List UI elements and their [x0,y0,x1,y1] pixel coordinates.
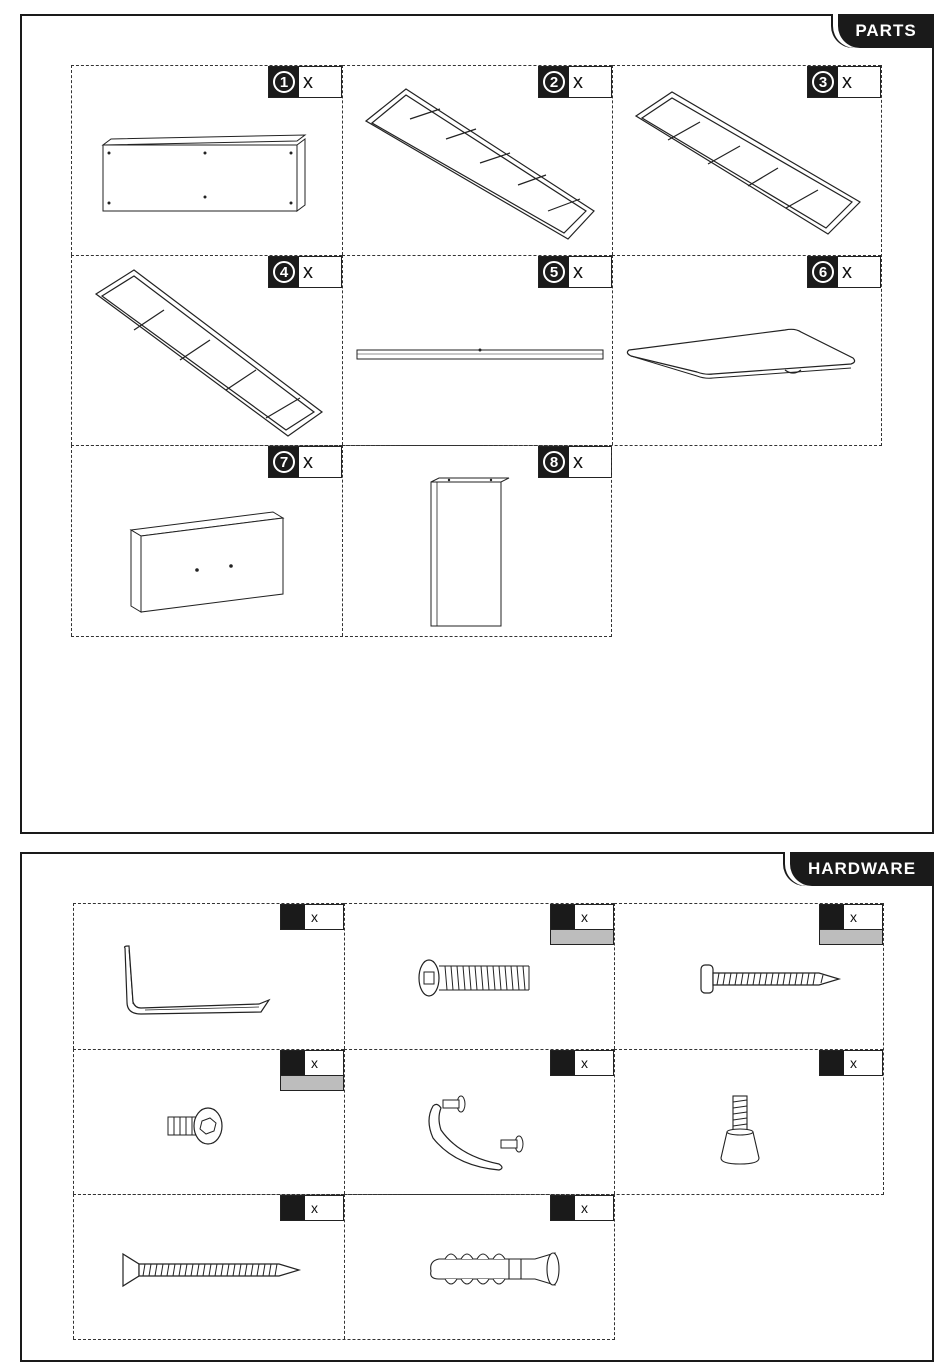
upright-panel-icon [423,476,513,631]
part-qty-box [538,256,612,288]
qty-gray-bar [551,929,613,944]
hardware-cell-6 [614,1049,883,1194]
part-number: 4 [273,261,295,283]
qty-prefix: x [850,909,857,925]
hardware-section [20,852,934,1362]
qty-prefix: x [581,1055,588,1071]
part-cell-1 [71,65,342,255]
long-countersunk-screw-icon [119,1250,304,1290]
hardware-cell-3 [614,903,883,1049]
part-number: 3 [812,71,834,93]
part-qty-box [268,446,342,478]
hardware-qty-box [280,1195,344,1221]
allen-key-icon [119,942,279,1017]
hardware-qty-box [280,904,344,930]
long-frame-icon [358,81,603,246]
part-cell-3 [612,65,881,255]
part-number: 5 [543,261,565,283]
rail-bar-icon [355,346,605,366]
part-qty-box [538,446,612,478]
part-cell-4 [71,255,342,445]
hardware-cell-5 [344,1049,614,1194]
part-cell-7 [71,445,342,636]
part-number: 7 [273,451,295,473]
part-cell-8 [342,445,612,636]
part-qty-box [268,66,342,98]
leveling-foot-icon [715,1092,765,1167]
qty-prefix: x [573,260,583,283]
hardware-qty-box [819,904,883,945]
hardware-qty-box [819,1050,883,1076]
qty-prefix: x [311,1055,318,1071]
hardware-qty-box [550,1195,614,1221]
part-number: 1 [273,71,295,93]
qty-prefix: x [842,260,852,283]
hardware-cell-7 [73,1194,344,1339]
part-number: 6 [812,261,834,283]
hardware-cell-1 [73,903,344,1049]
glass-shelf-icon [625,324,865,379]
part-number: 2 [543,71,565,93]
qty-gray-bar [820,929,882,944]
qty-prefix: x [311,909,318,925]
short-hex-bolt-icon [164,1105,229,1150]
qty-prefix: x [581,1200,588,1216]
qty-prefix: x [303,260,313,283]
qty-gray-bar [281,1075,343,1090]
hardware-cell-2 [344,903,614,1049]
hardware-cell-4 [73,1049,344,1194]
qty-prefix: x [850,1055,857,1071]
qty-prefix: x [573,70,583,93]
hardware-tab-label: HARDWARE [790,852,934,886]
qty-prefix: x [573,450,583,473]
hardware-qty-box [550,904,614,945]
long-frame-icon [90,264,330,439]
hardware-qty-box [550,1050,614,1076]
hardware-cell-8 [344,1194,614,1339]
qty-prefix: x [303,450,313,473]
parts-tab-label: PARTS [838,14,934,48]
wall-anchor-icon [425,1245,565,1295]
hardware-qty-box [280,1050,344,1091]
wood-screw-icon [695,959,845,999]
machine-bolt-icon [415,954,535,1004]
part-number: 8 [543,451,565,473]
part-cell-2 [342,65,612,255]
long-frame-icon [628,84,868,244]
part-cell-5 [342,255,612,445]
part-cell-6 [612,255,881,445]
parts-section [20,14,934,834]
panel-board-icon [97,131,317,221]
qty-prefix: x [311,1200,318,1216]
handle-with-screws-icon [415,1090,545,1180]
qty-prefix: x [303,70,313,93]
qty-prefix: x [581,909,588,925]
thick-panel-icon [127,508,287,618]
part-qty-box [807,256,881,288]
qty-prefix: x [842,70,852,93]
